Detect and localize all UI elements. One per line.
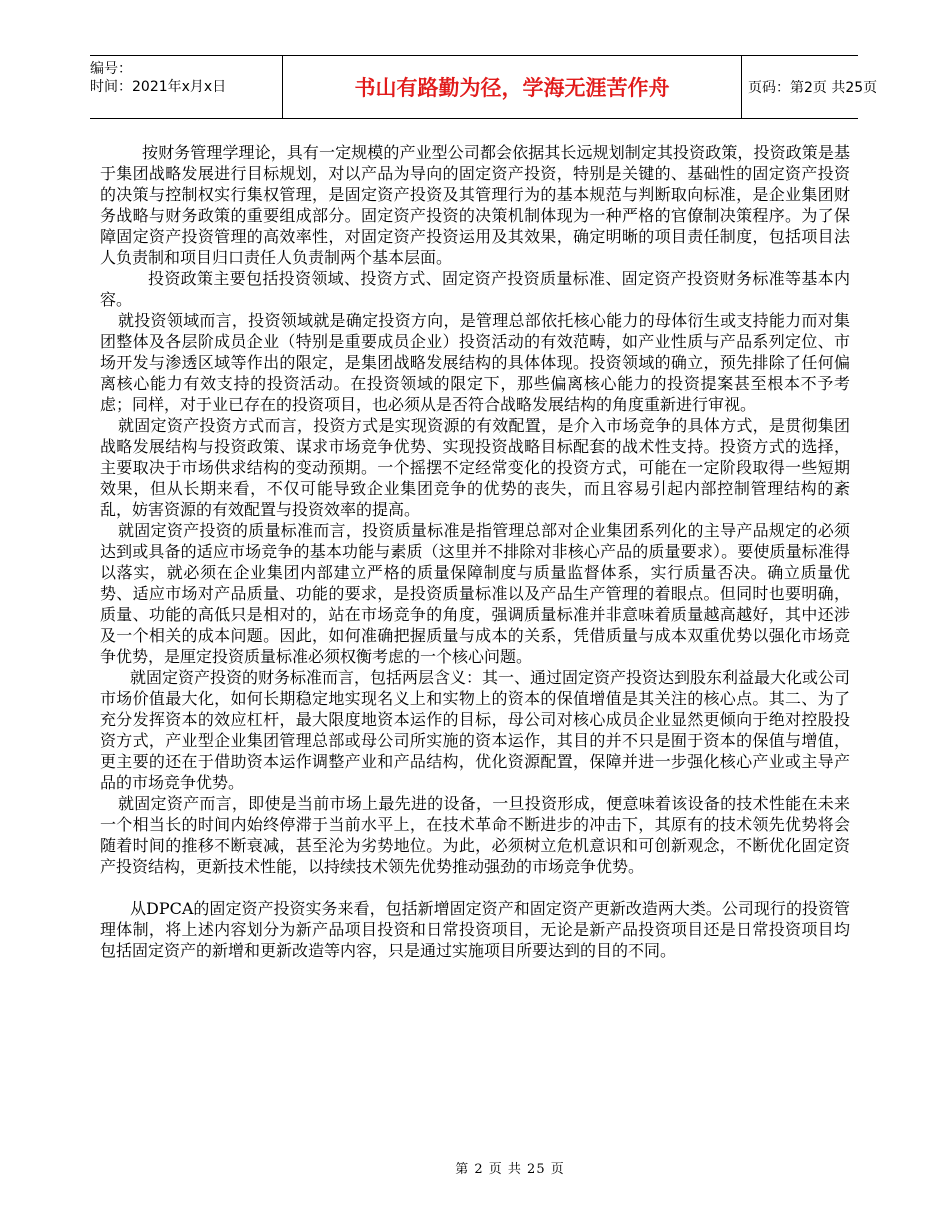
- paragraph-fixed-assets: 就固定资产而言，即使是当前市场上最先进的设备，一旦投资形成，便意味着该设备的技术性能在未来一个相当长的时间内始终停滞于当前水平上，在技术革命不断进步的冲击下，其原有的技术领先优势将会随着时间的推移不断衰减，甚至沦为劣势地位。为此，必须树立危机意识和可创新观念，不断优化固定资产投资结构，更新技术性能，以持续技术领先优势推动强劲的市场竞争优势。: [100, 794, 850, 876]
- paragraph-gap: [100, 877, 850, 898]
- paragraph-investment-method: 就固定资产投资方式而言，投资方式是实现资源的有效配置，是介入市场竞争的具体方式，是贯彻集团战略发展结构与投资政策、谋求市场竞争优势、实现投资战略目标配套的战术性支持。投资方式的选择，主要取决于市场供求结构的变动预期。一个摇摆不定经常变化的投资方式，可能在一定阶段取得一些短期效果，但从长期来看，不仅可能导致企业集团竞争的优势的丧失，而且容易引起内部控制管理结构的紊乱，妨害资源的有效配置与投资效率的提高。: [100, 416, 850, 519]
- paragraph-investment-policy: 按财务管理学理论，具有一定规模的产业型公司都会依据其长远规划制定其投资政策，投资政策是基于集团战略发展进行目标规划，对以产品为导向的固定资产投资，特别是关键的、基础性的固定资产投资的决策与控制权实行集权管理，是固定资产投资及其管理行为的基本规范与判断取向标准，是企业集团财务战略与财务政策的重要组成部分。固定资产投资的决策机制体现为一种严格的官僚制决策程序。为了保障固定资产投资管理的高效率性，对固定资产投资运用及其效果，确定明晰的项目责任制度，包括项目法人负责制和项目归口责任人负责制两个基本层面。: [100, 143, 850, 267]
- time-label: 时间：2021年x月x日: [90, 79, 227, 95]
- document-body: [100, 142, 850, 961]
- paragraph-investment-field: 就投资领域而言，投资领域就是确定投资方向，是管理总部依托核心能力的母体衍生或支持能力而对集团整体及各层阶成员企业（特别是重要成员企业）投资活动的有效范畴，如产业性质与产品系列定位、市场开发与渗透区域等作出的限定，是集团战略发展结构的具体体现。投资领域的确立，预先排除了任何偏离核心能力有效支持的投资活动。在投资领域的限定下，那些偏离核心能力的投资提案甚至根本不予考虑；同样，对于业已存在的投资项目，也必须从是否符合战略发展结构的角度重新进行审视。: [100, 311, 850, 414]
- page-header: [90, 55, 878, 119]
- number-label: 编号：: [90, 61, 132, 77]
- paragraph-financial-standard: 就固定资产投资的财务标准而言，包括两层含义：其一、通过固定资产投资达到股东利益最大化或公司市场价值最大化，如何长期稳定地实现名义上和实物上的资本的保值增值是其关注的核心点。其二、为了充分发挥资本的效应杠杆，最大限度地资本运作的目标，母公司对核心成员企业显然更倾向于绝对控股投资方式，产业型企业集团管理总部或母公司所实施的资本运作，其目的并不只是囿于资本的保值与增值，更主要的还在于借助资本运作调整产业和产品结构，优化资源配置，保障并进一步强化核心产业或主导产品的市场竞争优势。: [100, 668, 851, 792]
- paragraph-dpca-practice: 从DPCA的固定资产投资实务来看，包括新增固定资产和固定资产更新改造两大类。公司现行的投资管理体制，将上述内容划分为新产品项目投资和日常投资项目，无论是新产品投资项目还是日常投资项目均包括固定资产的新增和更新改造等内容，只是通过实施项目所要达到的目的不同。: [100, 899, 850, 960]
- page-footer: 第 2 页 共 25 页: [455, 1162, 565, 1177]
- header-motto: 书山有路勤为径，学海无涯苦作舟: [282, 56, 742, 118]
- header-page-label: 页码：第2页 共25页: [748, 80, 878, 96]
- paragraph-policy-contents: 投资政策主要包括投资领域、投资方式、固定资产投资质量标准、固定资产投资财务标准等基本内容。: [100, 269, 850, 309]
- paragraph-quality-standard: 就固定资产投资的质量标准而言，投资质量标准是指管理总部对企业集团系列化的主导产品规定的必须达到或具备的适应市场竞争的基本功能与素质（这里并不排除对非核心产品的质量要求）。要使质量标准得以落实，就必须在企业集团内部建立严格的质量保障制度与质量监督体系，实行质量否决。确立质量优势、适应市场对产品质量、功能的要求，是投资质量标准以及产品生产管理的着眼点。但同时也要明确，质量、功能的高低只是相对的，站在市场竞争的角度，强调质量标准并非意味着质量越高越好，其中还涉及一个相关的成本问题。因此，如何准确把握质量与成本的关系，凭借质量与成本双重优势以强化市场竞争优势，是厘定投资质量标准必须权衡考虑的一个核心问题。: [100, 521, 850, 666]
- header-meta: [90, 56, 282, 118]
